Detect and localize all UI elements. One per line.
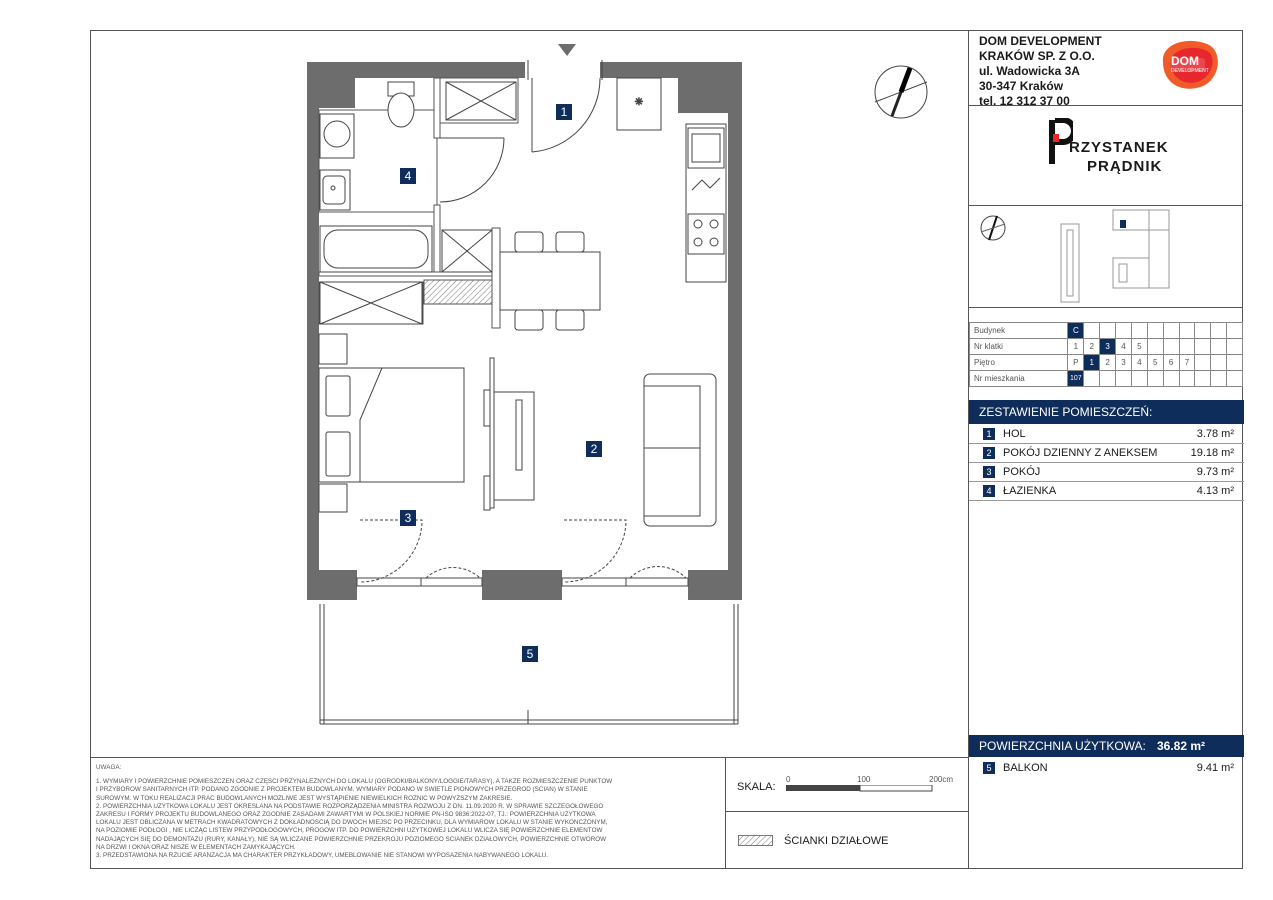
- floor-6: 6: [1163, 355, 1179, 371]
- company-city: 30-347 Kraków: [979, 79, 1064, 93]
- staircase-4: 4: [1116, 339, 1132, 355]
- staircase-1: 1: [1068, 339, 1084, 355]
- company-name-2: KRAKÓW SP. Z O.O.: [979, 49, 1095, 63]
- room-number: 2: [983, 447, 995, 459]
- company-street: ul. Wadowicka 3A: [979, 64, 1080, 78]
- note-line: NA POZIOMIE PODŁOGI , NIE LICZĄC LISTEW PRZYPODŁOGOWYCH, PROGÓW ITP. DO POWIERZCHNI UŻYTKOWEJ LOKALU WLICZA SIĘ POWIERZCHNIE ELEMENTÓW: [96, 827, 603, 835]
- building-value: C: [1068, 323, 1084, 339]
- room-number: 1: [983, 428, 995, 440]
- room-row: [969, 463, 1244, 482]
- compass-icon: [875, 66, 927, 118]
- partition-hatch-icon: [738, 835, 774, 847]
- floor-p: P: [1068, 355, 1084, 371]
- floor-5: 5: [1147, 355, 1163, 371]
- floor-label: Piętro: [970, 355, 1068, 371]
- plan-label-3: 3: [400, 510, 416, 526]
- balcony-row: [969, 759, 1244, 778]
- note-line: 3. PRZEDSTAWIONA NA RZUCIE ARANŻACJA MA CHARAKTER PRZYKŁADOWY, UMEBLOWANIE NIE STANOWI WYPOSAŻENIA NABYWANEGO LOKALU.: [96, 852, 549, 860]
- info-panel: [968, 30, 1243, 869]
- building-label: Budynek: [970, 323, 1068, 339]
- company-info: [979, 34, 1102, 109]
- floor-1: 1: [1084, 355, 1100, 371]
- project-name: [1069, 138, 1169, 176]
- balcony-number: 5: [983, 762, 995, 774]
- room-name: HOL: [1003, 428, 1026, 440]
- notes: [96, 764, 716, 860]
- room-row: [969, 482, 1244, 501]
- apartment-meta-table: [969, 322, 1243, 387]
- apartment-number-label: Nr mieszkania: [970, 371, 1068, 387]
- wardrobe: [484, 358, 534, 510]
- room-area: 4.13 m²: [1196, 485, 1234, 497]
- staircase-3: 3: [1100, 339, 1116, 355]
- staircase-5: 5: [1131, 339, 1147, 355]
- room-number: 3: [983, 466, 995, 478]
- floor-3: 3: [1116, 355, 1132, 371]
- note-line: I PRZYBORÓW SANITARNYCH ITP. PODANO ZGODNIE Z PROJEKTEM BUDOWLANYM. WYMIARY PODANO W ŚWIETLE PIONOWYCH PRZEGRÓD (ŚCIAN) W STANIE: [96, 786, 588, 794]
- balcony-outline: [320, 604, 738, 724]
- legend-label: ŚCIANKI DZIAŁOWE: [784, 835, 889, 847]
- floor-2: 2: [1100, 355, 1116, 371]
- dom-logo-text: DOM: [1171, 54, 1199, 68]
- scale-tick-200: 200cm: [929, 775, 954, 784]
- scale-tick-100: 100: [857, 775, 871, 784]
- room-number: 4: [983, 485, 995, 497]
- room-row: [969, 425, 1244, 444]
- site-plan-thumbnail: [973, 208, 1173, 308]
- dom-logo-sub: DEVELOPMENT: [1171, 68, 1209, 74]
- balcony-area: 9.41 m²: [1196, 762, 1234, 774]
- room-name: ŁAZIENKA: [1003, 485, 1057, 497]
- dom-development-logo: [1157, 38, 1223, 92]
- note-line: 1. WYMIARY I POWIERZCHNIE POMIESZCZEŃ ORAZ CZĘŚCI PRZYNALEŻNYCH DO LOKALU (OGRÓDKI/BALKONY/LOGGIE/TARASY), A TAKŻE ROZMIESZCZENIE PUNKTÓW: [96, 778, 613, 786]
- total-area-label: POWIERZCHNIA UŻYTKOWA:: [979, 739, 1146, 753]
- svg-text:✳: ✳: [634, 97, 644, 108]
- room-name: POKÓJ: [1003, 466, 1041, 478]
- apartment-number-value: 107: [1068, 371, 1084, 387]
- total-area-bar: [969, 735, 1244, 757]
- room-row: [969, 444, 1244, 463]
- plan-label-5: 5: [522, 646, 538, 662]
- note-line: 2. POWIERZCHNIA UŻYTKOWA LOKALU JEST OKREŚLANA NA PODSTAWIE ROZPORZĄDZENIA MINISTRA ROZWOJU Z DN. 11.09.2020 R. W SPRAWIE SZCZEGÓŁOWEGO: [96, 802, 604, 810]
- staircase-label: Nr klatki: [970, 339, 1068, 355]
- scale-tick-0: 0: [786, 775, 791, 784]
- scale-divider: [725, 811, 968, 812]
- bottom-vertical-divider: [725, 757, 726, 869]
- room-area: 9.73 m²: [1196, 466, 1234, 478]
- note-line: NADAJĄCYCH SIĘ DO DEMONTAŻU (RURY, KANAŁY), NIE SĄ WLICZANE POWIERZCHNIE PRZEKROJU POZIOMEGO ŚCIANEK DZIAŁOWYCH, POWIERZCHNIE OTWORÓW: [96, 835, 607, 843]
- floor-plan: [90, 30, 968, 757]
- company-phone: tel. 12 312 37 00: [979, 94, 1070, 108]
- scale-label: SKALA:: [737, 781, 776, 793]
- total-area-value: 36.82 m²: [1157, 739, 1206, 753]
- rooms-header: ZESTAWIENIE POMIESZCZEŃ:: [969, 400, 1244, 424]
- note-line: ZAKRESU I FORMY PROJEKTU BUDOWLANEGO ORAZ ZGODNIE ZASADAMI ZAWARTYMI W POLSKIEJ NORMIE PN-ISO 9836:2022-07, TJ.: POWIERZCHNIA UŻYTKOWA: [96, 811, 596, 819]
- plan-label-1: 1: [556, 104, 572, 120]
- floor-7: 7: [1179, 355, 1195, 371]
- balcony-name: BALKON: [1003, 762, 1048, 774]
- sofa: [644, 374, 716, 526]
- room-area: 19.18 m²: [1190, 447, 1234, 459]
- note-line: LOKALU JEST OBLICZANA W METRACH KWADRATOWYCH Z DOKŁADNOŚCIĄ DO DWÓCH MIEJSC PO PRZECINKU, DLA WYMIARÓW LOKALU W STANIE WYKOŃCZONYM,: [96, 819, 608, 827]
- project-name-line1: RZYSTANEK: [1069, 139, 1169, 156]
- room-name: POKÓJ DZIENNY Z ANEKSEM: [1003, 447, 1158, 459]
- company-name: DOM DEVELOPMENT: [979, 34, 1102, 48]
- entrance-arrow-icon: [558, 44, 576, 56]
- bottom-divider: [90, 757, 968, 758]
- note-line: NA DRZWI I OKNA ORAZ NISZE W ELEMENTACH ZAMYKAJĄCYCH.: [96, 843, 296, 851]
- note-line: SUROWYM. W TOKU REALIZACJI PRAC BUDOWLANYCH MOŻLIWE JEST WYSTĄPIENIE NIEWIELKICH RÓŻNIC W POWYŻSZYM ZAKRESIE.: [96, 794, 513, 802]
- project-name-line2: PRĄDNIK: [1087, 158, 1163, 175]
- plan-label-4: 4: [400, 168, 416, 184]
- dining-table: [500, 232, 600, 330]
- notes-title: UWAGA:: [96, 764, 122, 771]
- bed: [319, 334, 464, 512]
- staircase-2: 2: [1084, 339, 1100, 355]
- room-area: 3.78 m²: [1196, 428, 1234, 440]
- scale-bar: [786, 785, 934, 793]
- floor-4: 4: [1131, 355, 1147, 371]
- plan-label-2: 2: [586, 441, 602, 457]
